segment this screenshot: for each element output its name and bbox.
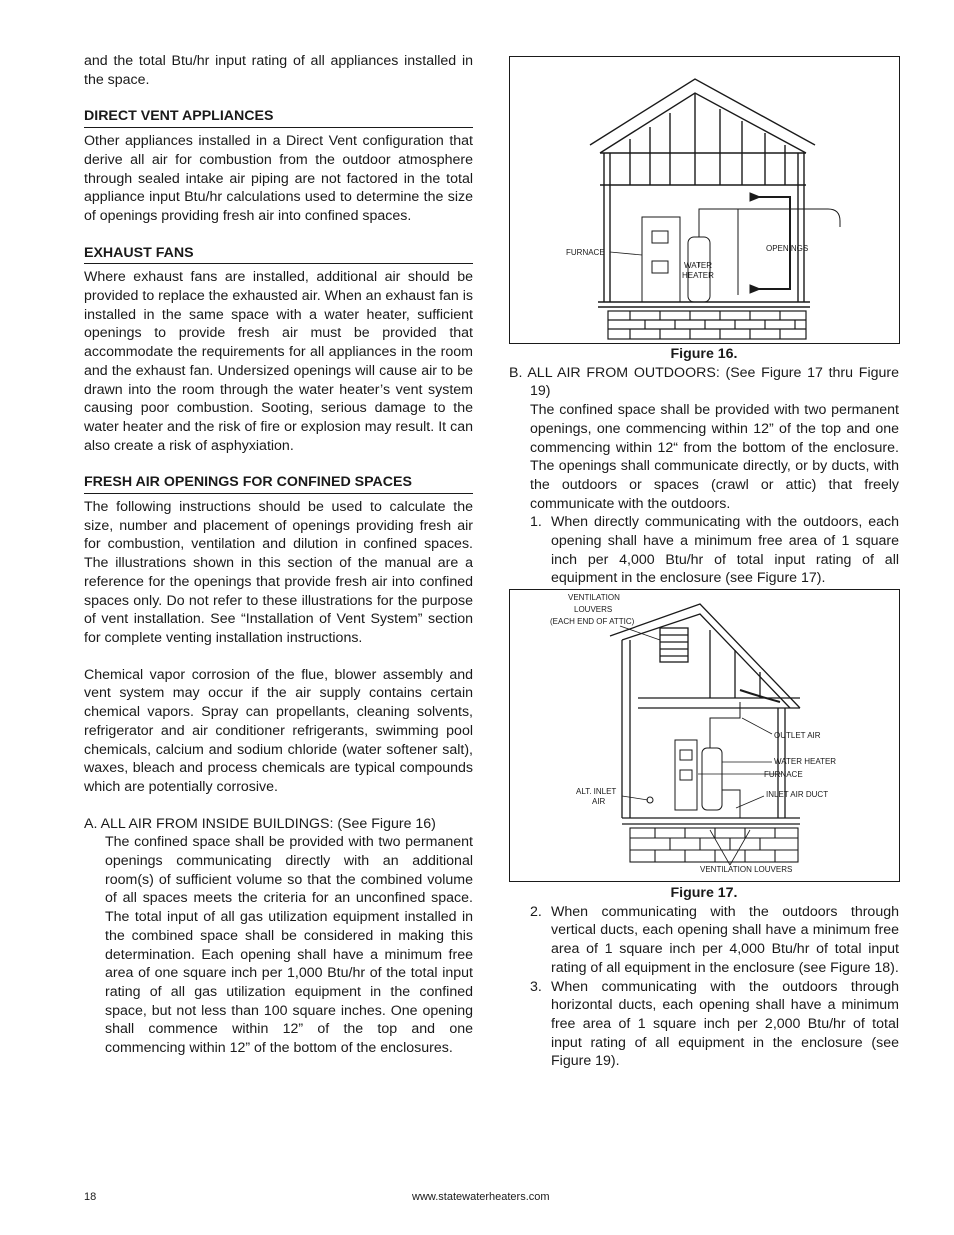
figure-16-illustration [510,57,899,343]
direct-vent-heading: DIRECT VENT APPLIANCES [84,107,473,128]
label-heater: HEATER [682,271,714,280]
label-openings: OPENINGS [766,244,809,253]
section-b-title: B. ALL AIR FROM OUTDOORS: (See Figure 17 thru Figure 19) [509,364,899,400]
figure-17-caption: Figure 17. [670,885,738,901]
footer-url[interactable]: www.statewaterheaters.com [412,1191,550,1203]
label-louvers: LOUVERS [574,605,613,614]
list-text-1: When directly communicating with the outdoors, each opening shall have a minimum free area of 1 square inch per 4,000 Btu/hr of total input rating of all equipment in the enclosure (see Figure 17). [551,514,899,587]
exhaust-fans-heading: EXHAUST FANS [84,244,473,265]
figure-16 [509,56,900,344]
list-item-3 [530,978,899,1072]
section-a-text: The confined space shall be provided with two permanent openings communicating directly with an additional room(s) of sufficient volume so that the combined volume of all spaces meets the criteria for an unconfined space. The total input of all gas utilization equipment installed in the combined space shall be considered in making this determination. Each opening shall have a minimum free area of one square inch per 1,000 Btu/hr of the total input rating of all gas utilization equipment in the confined space, but not less than 100 square inches. One opening shall commence within 12” of the top and one commencing within 12” of the bottom of the enclosures. [105,834,473,1057]
label-ventilation: VENTILATION [568,593,620,602]
list-item-2 [530,903,899,978]
label-outlet-air: OUTLET AIR [774,731,821,740]
label-water-heater: WATER HEATER [774,757,837,766]
label-inlet-air-duct: INLET AIR DUCT [766,790,829,799]
list-num-2: 2. [530,903,542,920]
fresh-air-heading: FRESH AIR OPENINGS FOR CONFINED SPACES [84,473,473,494]
section-b-text: The confined space shall be provided with two permanent openings, one commencing within 12” of the top and one commencing within 12“ from the bottom of the enclosure. The openings shall communicate directly, or by ducts, with the outdoors or spaces (crawl or attic) that freely communicate with the outdoors. [530,402,899,512]
fresh-air-text-2: Chemical vapor corrosion of the flue, blower assembly and vent system may occur if the air supply contains certain chemical vapors. Spray can propellants, cleaning solvents, refrigerator and air conditioner refrigerants, swimming pool chemicals, calcium and sodium chloride (water softener salt), waxes, bleach and process chemicals are typical compounds which are potentially corrosive. [84,666,473,795]
label-furnace: FURNACE [764,770,803,779]
fresh-air-text-1: The following instructions should be used to calculate the size, number and placement of openings providing fresh air for combustion, ventilation and dilution in confined spaces. The illustrations shown in this section of the manual are a reference for the openings that provide fresh air into confined spaces only. Do not refer to these illustrations for the purpose of vent installation. See “Installation of Vent System” section for complete venting installation instructions. [84,499,473,646]
label-furnace: FURNACE [566,248,605,257]
list-text-3: When communicating with the outdoors through horizontal ducts, each opening shall have a minimum free area of 1 square inch per 2,000 Btu/hr of total input rating of all equipment in the enclosure (see Figure 19). [551,978,899,1070]
figure-17 [509,589,900,882]
label-ventilation-louvers: VENTILATION LOUVERS [700,865,793,874]
right-column-upper [509,345,899,588]
left-column [84,52,473,1058]
intro-text: and the total Btu/hr input rating of all appliances installed in the space. [84,53,473,88]
label-each-end-of-attic: (EACH END OF ATTIC) [550,617,635,626]
label-air: AIR [592,797,606,806]
list-num-1: 1. [530,514,542,531]
direct-vent-text: Other appliances installed in a Direct Vent configuration that derive all air for combustion from the outdoor atmosphere through sealed intake air piping are not factored in the total appliance input Btu/hr calculations used to determine the size of openings providing fresh air into confined spaces. [84,133,473,224]
label-water: WATER [684,261,712,270]
right-column-lower [509,884,899,1071]
label-alt-inlet: ALT. INLET [576,787,617,796]
section-a-title: A. ALL AIR FROM INSIDE BUILDINGS: (See Figure 16) [84,815,436,832]
figure-16-caption: Figure 16. [670,346,738,362]
list-num-3: 3. [530,978,542,995]
list-text-2: When communicating with the outdoors through vertical ducts, each opening shall have a minimum free area of 1 square inch per 4,000 Btu/hr of total input rating of all equipment in the enclosure (see Figure 18). [551,903,899,976]
page-number: 18 [84,1191,97,1203]
figure-17-illustration [510,590,899,881]
exhaust-fans-text: Where exhaust fans are installed, additional air should be provided to replace the exhausted air. When an exhaust fan is installed in the same space with a water heater, sufficient openings to provide fresh air must be provided that accommodate the requirements for all appliances in the room and the exhaust fan. Undersized openings will cause air to be drawn into the room through the water heater’s vent system causing poor combustion. Sooting, serious damage to the water heater and the risk of fire or explosion may result. It can also create a risk of asphyxiation. [84,269,473,454]
list-item-1 [530,513,899,588]
